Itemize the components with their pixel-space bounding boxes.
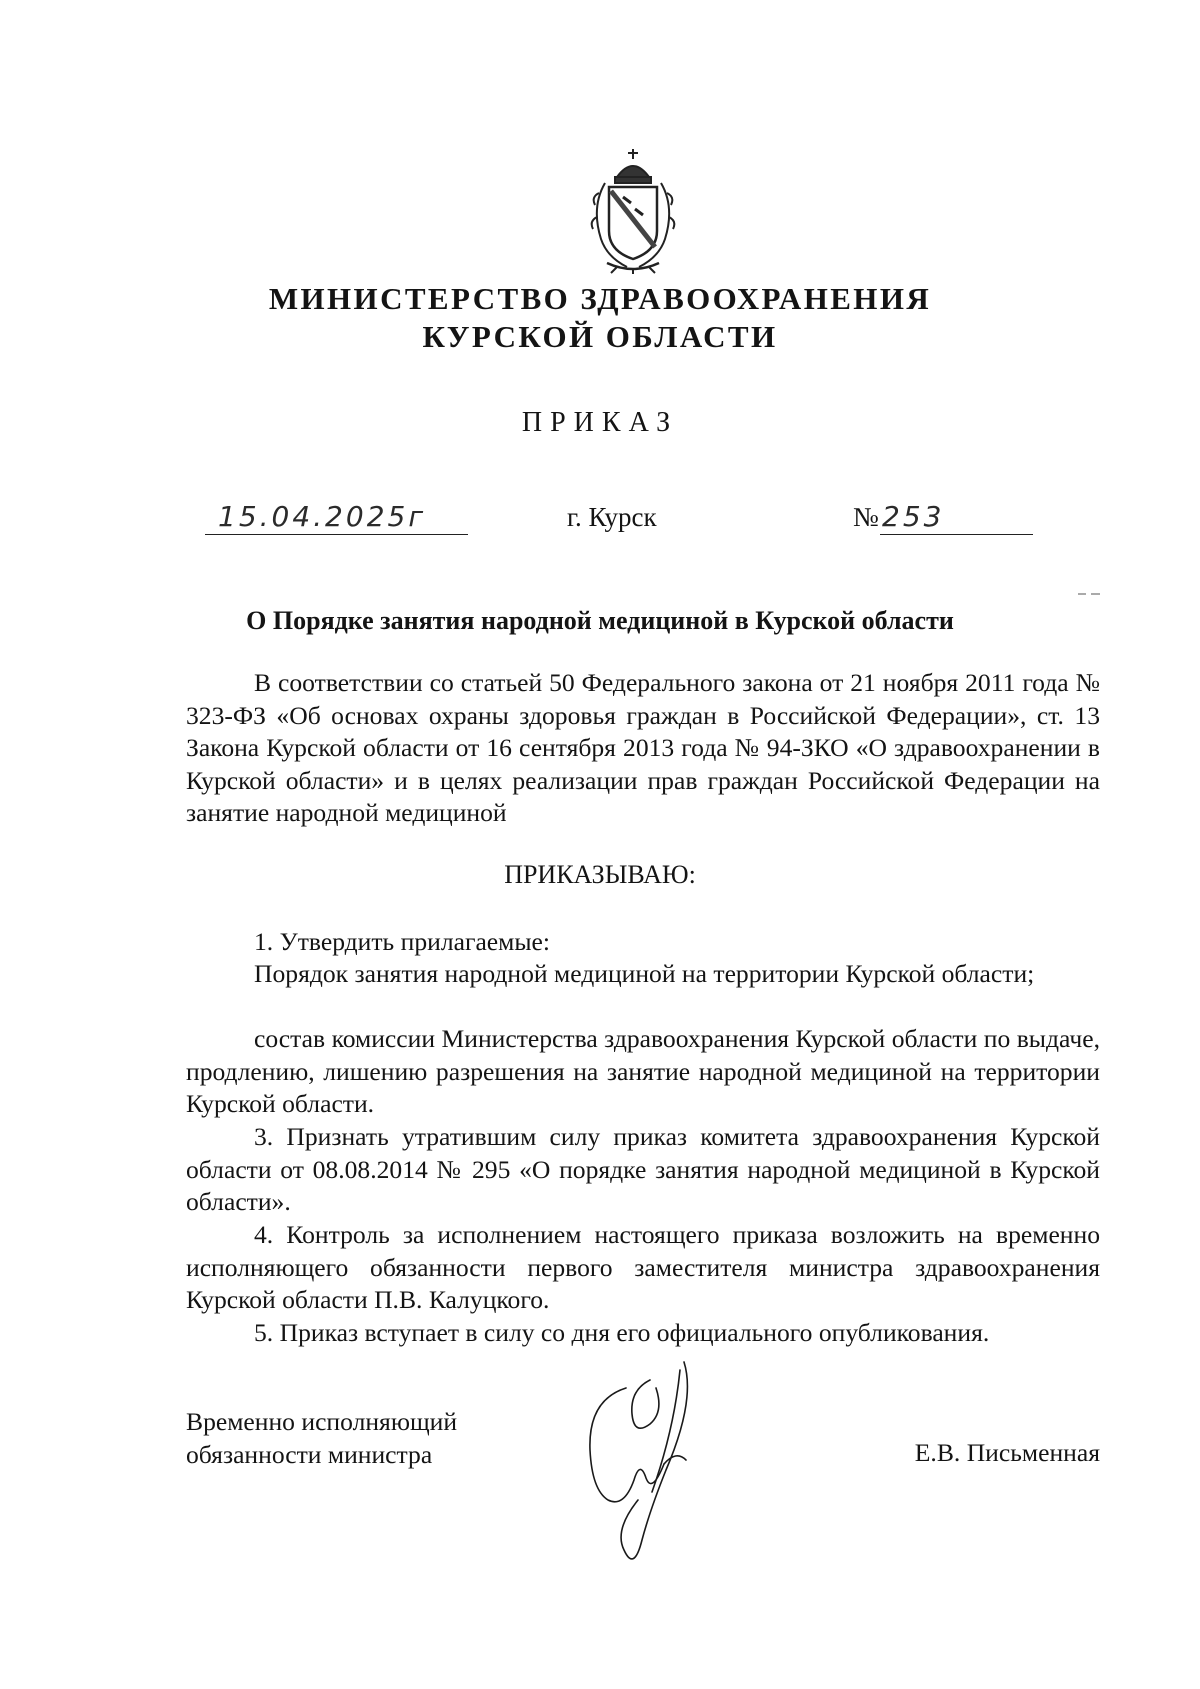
ministry-name-line-1: МИНИСТЕРСТВО ЗДРАВООХРАНЕНИЯ bbox=[268, 281, 932, 316]
order-number: 253 bbox=[882, 500, 945, 533]
order-number-label: № bbox=[853, 502, 879, 532]
order-item-4: 4. Контроль за исполнением настоящего приказа возложить на временно исполняющего обязанности первого заместителя министра здравоохранения Курской области П.В. Калуцкого. bbox=[186, 1220, 1100, 1315]
decree-word: ПРИКАЗЫВАЮ: bbox=[504, 860, 696, 889]
number-underline bbox=[880, 534, 1033, 535]
order-item-1-sub-2: состав комиссии Министерства здравоохранения Курской области по выдаче, продлению, лишению разрешения на занятие народной медициной на территории Курской области. bbox=[186, 1024, 1100, 1119]
date-underline bbox=[205, 534, 468, 535]
signatory-position-line-1: Временно исполняющий bbox=[186, 1407, 458, 1436]
signatory-position-line-2: обязанности министра bbox=[186, 1440, 433, 1469]
order-item-3: 3. Признать утратившим силу приказ комитета здравоохранения Курской области от 08.08.2014 № 295 «О порядке занятия народной медициной в Курской области». bbox=[186, 1122, 1100, 1217]
signatory-name: Е.В. Письменная bbox=[914, 1438, 1100, 1467]
kursk-coat-of-arms-icon bbox=[577, 147, 689, 275]
order-item-1-sub-1: Порядок занятия народной медициной на территории Курской области; bbox=[254, 959, 1035, 988]
order-item-1: 1. Утвердить прилагаемые: bbox=[254, 927, 551, 956]
ministry-name-line-2: КУРСКОЙ ОБЛАСТИ bbox=[422, 319, 778, 354]
handwritten-signature bbox=[568, 1360, 738, 1575]
scan-mark bbox=[1078, 593, 1100, 595]
order-date: 15.04.2025г bbox=[218, 500, 427, 533]
document-title: О Порядке занятия народной медициной в Курской области bbox=[246, 606, 954, 635]
order-city: г. Курск bbox=[567, 502, 657, 532]
signatory-position bbox=[186, 1405, 457, 1471]
preamble-paragraph: В соответствии со статьей 50 Федерального закона от 21 ноября 2011 года № 323-ФЗ «Об основах охраны здоровья граждан в Российской Федерации», ст. 13 Закона Курской области от 16 сентября 2013 года № 94-ЗКО «О здравоохранении в Курской области» и в целях реализации прав граждан Российской Федерации на занятие народной медициной bbox=[186, 668, 1100, 828]
order-type: ПРИКАЗ bbox=[521, 407, 679, 438]
order-item-5: 5. Приказ вступает в силу со дня его официального опубликования. bbox=[254, 1318, 990, 1347]
